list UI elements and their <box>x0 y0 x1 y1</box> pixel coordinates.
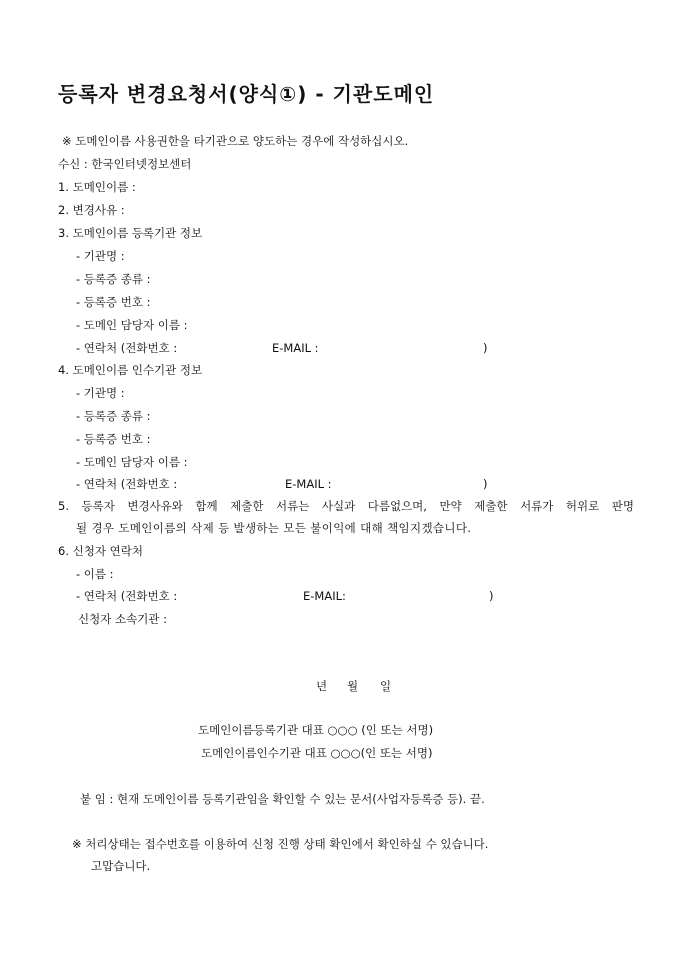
registrant-contact-email: E-MAIL : <box>272 341 319 355</box>
document-title: 등록자 변경요청서(양식①) - 기관도메인 <box>58 82 435 106</box>
registrant-cert-type: - 등록증 종류 : <box>76 272 151 286</box>
status-note: ※ 처리상태는 접수번호를 이용하여 신청 진행 상태 확인에서 확인하실 수 있습니다. <box>72 837 489 851</box>
applicant-contact-email: E-MAIL: <box>303 589 346 603</box>
transferee-org-name: - 기관명 : <box>76 386 125 400</box>
applicant-contact-phone: - 연락처 (전화번호 : <box>76 589 178 603</box>
transferee-cert-type: - 등록증 종류 : <box>76 409 151 423</box>
declaration-line-1: 5. 등록자 변경사유와 함께 제출한 서류는 사실과 다름없으며, 만약 제출한 서류가 허위로 판명 <box>58 499 634 513</box>
transferee-cert-number: - 등록증 번호 : <box>76 432 151 446</box>
transferee-signature: 도메인이름인수기관 대표 ○○○(인 또는 서명) <box>201 746 433 760</box>
registrant-cert-number: - 등록증 번호 : <box>76 295 151 309</box>
applicant-affiliation: 신청자 소속기관 : <box>78 612 167 626</box>
transferee-domain-manager: - 도메인 담당자 이름 : <box>76 455 188 469</box>
applicant-contact-heading: 6. 신청자 연락처 <box>58 544 143 558</box>
declaration-line-2: 될 경우 도메인이름의 삭제 등 발생하는 모든 불이익에 대해 책임지겠습니다. <box>76 521 472 535</box>
registrant-signature: 도메인이름등록기관 대표 ○○○ (인 또는 서명) <box>198 723 434 737</box>
transferee-org-heading: 4. 도메인이름 인수기관 정보 <box>58 363 203 377</box>
domain-name-field: 1. 도메인이름 : <box>58 180 136 194</box>
registrant-org-heading: 3. 도메인이름 등록기관 정보 <box>58 226 203 240</box>
date-year: 년 <box>316 679 328 693</box>
date-month: 월 <box>347 679 359 693</box>
thanks-line: 고맙습니다. <box>91 859 151 873</box>
transferee-contact-email: E-MAIL : <box>285 477 332 491</box>
registrant-org-name: - 기관명 : <box>76 249 125 263</box>
transferee-contact-phone: - 연락처 (전화번호 : <box>76 477 178 491</box>
registrant-domain-manager: - 도메인 담당자 이름 : <box>76 318 188 332</box>
date-day: 일 <box>380 679 392 693</box>
registrant-contact-phone: - 연락처 (전화번호 : <box>76 341 178 355</box>
attachment-line: 붙 임 : 현재 도메인이름 등록기관임을 확인할 수 있는 문서(사업자등록증 등). 끝. <box>80 792 485 806</box>
applicant-name: - 이름 : <box>76 567 114 581</box>
applicant-contact-close: ) <box>489 589 494 603</box>
registrant-contact-close: ) <box>483 341 488 355</box>
transferee-contact-close: ) <box>483 477 488 491</box>
instruction-note: ※ 도메인이름 사용권한을 타기관으로 양도하는 경우에 작성하십시오. <box>62 134 409 148</box>
change-reason-field: 2. 변경사유 : <box>58 203 125 217</box>
recipient-line: 수신 : 한국인터넷정보센터 <box>58 157 192 171</box>
